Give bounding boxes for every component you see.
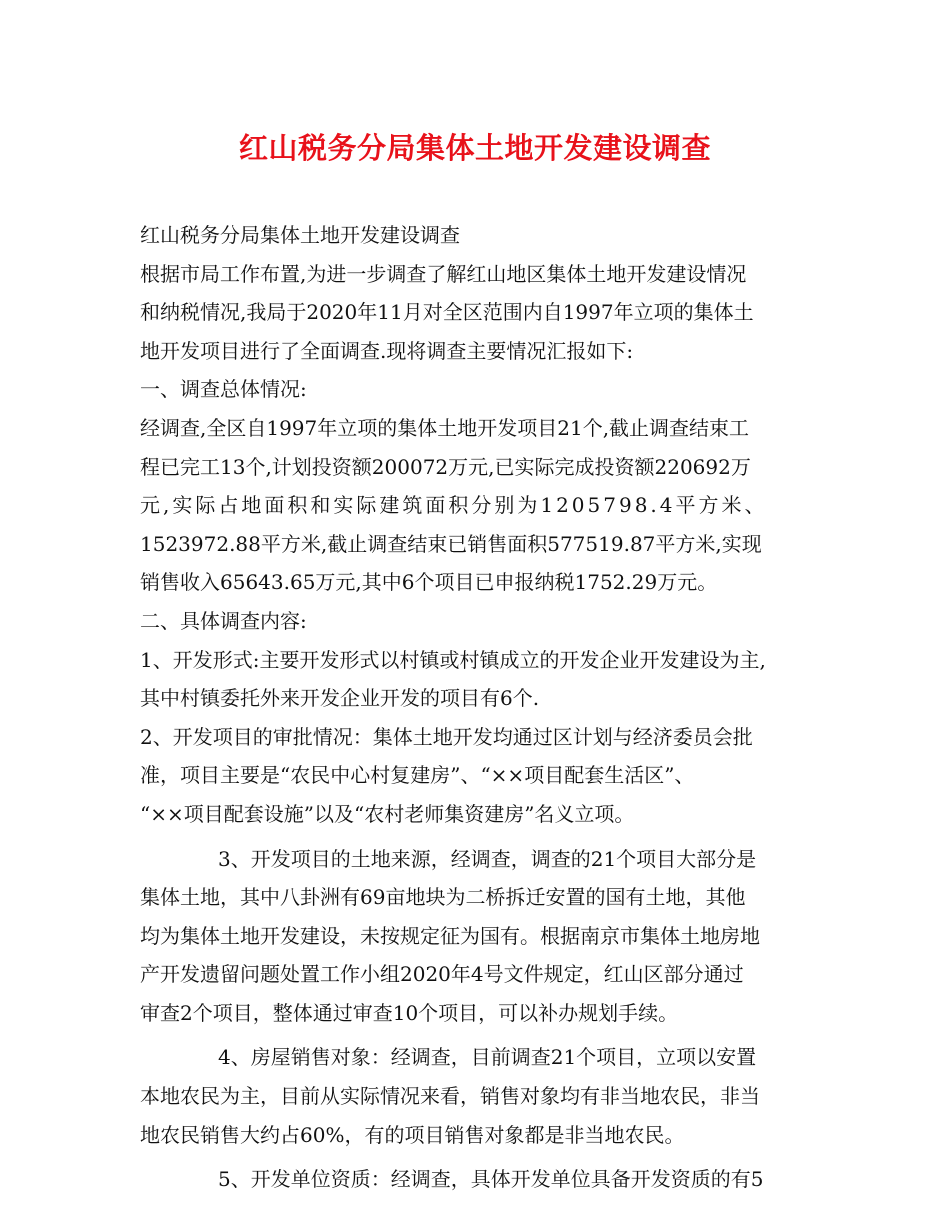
body-line: 地农民销售大约占60%，有的项目销售对象都是非当地农民。 [140, 1122, 685, 1147]
body-line: 和纳税情况,我局于2020年11月对全区范围内自1997年立项的集体土 [140, 300, 754, 325]
body-line: 本地农民为主，目前从实际情况来看，销售对象均有非当地农民，非当 [140, 1084, 760, 1109]
body-line: 红山税务分局集体土地开发建设调查 [140, 223, 460, 247]
body-line: 准，项目主要是“农民中心村复建房”、“××项目配套生活区”、 [140, 763, 695, 788]
body-line: 销售收入65643.65万元,其中6个项目已申报纳税1752.29万元。 [140, 570, 718, 595]
body-line: 均为集体土地开发建设，未按规定征为国有。根据南京市集体土地房地 [140, 923, 760, 948]
section-heading: 一、调查总体情况: [140, 377, 307, 402]
document-title: 红山税务分局集体土地开发建设调查 [238, 131, 711, 165]
body-line: 其中村镇委托外来开发企业开发的项目有6个. [140, 686, 540, 711]
body-line: 程已完工13个,计划投资额200072万元,已实际完成投资额220692万 [140, 454, 751, 479]
body-line: 产开发遗留问题处置工作小组2020年4号文件规定，红山区部分通过 [140, 962, 744, 987]
body-line: 4、房屋销售对象：经调查，目前调查21个项目，立项以安置 [218, 1045, 757, 1070]
document-body [140, 216, 812, 1199]
paragraph [140, 1160, 812, 1199]
body-line: 审查2个项目，整体通过审查10个项目，可以补办规划手续。 [140, 1000, 679, 1025]
paragraph [140, 840, 812, 1033]
body-line: 5、开发单位资质：经调查，具体开发单位具备开发资质的有5 [218, 1167, 764, 1192]
body-line: 1、开发形式:主要开发形式以村镇或村镇成立的开发企业开发建设为主, [140, 647, 766, 672]
body-line: 1523972.88平方米,截止调查结束已销售面积577519.87平方米,实现 [140, 531, 762, 556]
body-line: 2、开发项目的审批情况：集体土地开发均通过区计划与经济委员会批 [140, 724, 753, 749]
body-line: “××项目配套设施”以及“农村老师集资建房”名义立项。 [140, 801, 635, 826]
section-heading: 二、具体调查内容: [140, 608, 307, 633]
body-line: 根据市局工作布置,为进一步调查了解红山地区集体土地开发建设情况 [140, 261, 747, 286]
paragraph [140, 1038, 812, 1154]
body-line: 经调查,全区自1997年立项的集体土地开发项目21个,截止调查结束工 [140, 415, 750, 440]
body-line: 集体土地，其中八卦洲有69亩地块为二桥拆迁安置的国有土地，其他 [140, 885, 746, 910]
body-line: 元,实际占地面积和实际建筑面积分别为1205798.4平方米、 [140, 493, 768, 518]
body-line: 地开发项目进行了全面调查.现将调查主要情况汇报如下: [140, 338, 634, 363]
body-line: 3、开发项目的土地来源，经调查，调查的21个项目大部分是 [218, 846, 757, 871]
